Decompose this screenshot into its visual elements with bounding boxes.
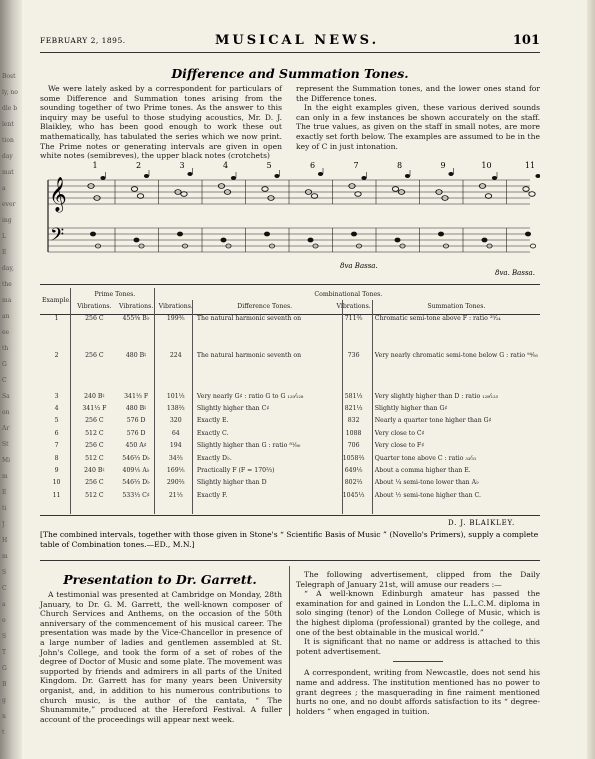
col-prime-tones: Prime Tones. [94, 290, 136, 298]
staff-bassa-1: 8va Bassa. [340, 262, 378, 270]
cell-sumv: 736 [347, 352, 360, 359]
gutter-fragment: th [2, 345, 9, 352]
article-title-tones: Difference and Summation Tones. [171, 66, 409, 81]
cell-v1: 240 B♮ [84, 467, 105, 475]
black-note [318, 172, 323, 176]
open-note [137, 194, 143, 199]
cell-v3: 34⅔ [168, 454, 183, 462]
gutter-fragment: ly, no [2, 89, 18, 96]
page-edge [587, 0, 595, 759]
short-rule [393, 661, 443, 662]
col-vibrations-3: Vibrations. [158, 303, 193, 311]
cell-v3: 194 [169, 442, 182, 450]
gutter-fragment: mat [2, 169, 14, 176]
example-numbers [92, 161, 535, 170]
black-note [492, 176, 497, 180]
open-note [131, 187, 137, 192]
table-divider [372, 300, 373, 514]
table-row [40, 427, 540, 439]
table-row [40, 390, 540, 402]
cell-ex: 11 [52, 491, 61, 499]
col-combinational: Combinational Tones. [314, 290, 383, 298]
cell-diff: Exactly D♭. [196, 454, 232, 462]
cell-v1: 512 C [85, 454, 104, 462]
cell-sumv: 706 [347, 442, 360, 450]
intro-paragraph: We were lately asked by a correspondent for particulars of some Difference and Summation tones arising from the sounding together of two Prime tones. As the answer to this inquiry may be useful to those studying acoustics, Mr. D. J. Blaikley, who has been good enough to work these out mathematically, has tabulated the series which we now print. The Prime notes or generating intervals are given in open white notes (semibreves), the upper black notes (crotchets) [40, 84, 282, 161]
cell-v1: 256 C [85, 442, 104, 450]
gutter-fragment: G [2, 361, 7, 368]
staff-bassa-2: 8va. Bassa. [495, 269, 535, 277]
cell-v3: 224 [169, 352, 182, 359]
col-vibrations-2: Vibrations. [119, 303, 154, 311]
gutter-fragment: g [2, 697, 6, 704]
cell-v2: 546⅔ D♭ [122, 479, 150, 487]
gutter-fragment: dle b [2, 105, 18, 112]
bass-note [438, 232, 443, 236]
gutter-fragment: n [2, 713, 6, 720]
table-row [40, 440, 540, 452]
cell-ex: 6 [54, 429, 59, 437]
open-note [485, 194, 491, 199]
gutter-fragment: E [2, 489, 7, 496]
example-number: 9 [440, 161, 446, 170]
col-example: Example. [42, 297, 72, 305]
cell-sumv: 581⅓ [344, 392, 363, 400]
open-note [392, 187, 398, 192]
cell-diff: Practically F (F = 170⅔) [196, 467, 275, 475]
bass-note [90, 232, 95, 236]
bass-note [264, 232, 269, 236]
gutter-fragment: H [2, 537, 8, 544]
example-number: 2 [135, 161, 142, 170]
gutter-fragment: ing [2, 217, 12, 224]
gutter-fragment: Mi [2, 457, 11, 464]
cell-v1: 256 C [85, 314, 104, 322]
open-note [523, 187, 529, 192]
cell-sumv: 1058⅔ [342, 454, 365, 462]
cell-sumv: 802⅔ [344, 479, 363, 487]
gutter-fragment: an [2, 313, 10, 320]
table-row [40, 402, 540, 414]
cell-v3: 199⅗ [166, 314, 185, 322]
gutter-fragment: S [2, 569, 7, 576]
cell-v1: 256 C [85, 417, 104, 425]
cell-ex: 5 [54, 417, 59, 425]
bass-note [395, 238, 400, 242]
cell-ex: 10 [52, 479, 61, 487]
example-number: 5 [266, 161, 272, 170]
cell-v1: 256 C [85, 352, 104, 359]
gutter-fragment: lent [2, 121, 14, 128]
gutter-fragment: T [2, 649, 7, 656]
advert-paragraph-2: “ A well-known Edinburgh amateur has passed the examination for and gained in London the L.L.C.M. diploma in solo singing (tenor) of the London College of Music, which is the highest diploma (professional) granted by the college, and one of the best obtainable in the musical world.” [296, 589, 540, 637]
example-number: 7 [353, 161, 359, 170]
table-row [40, 464, 540, 476]
gutter-fragment: G [2, 665, 7, 672]
open-note [181, 192, 187, 197]
cell-sumv: 821⅓ [344, 405, 363, 413]
gutter-fragment: S [2, 633, 7, 640]
gutter-fragment: ever [2, 201, 16, 208]
gutter-fragment: C [2, 377, 7, 384]
gutter-fragment: t [2, 729, 5, 736]
cell-diff: The natural harmonic seventh on [196, 352, 302, 359]
gutter-fragment: ma [2, 297, 12, 304]
col-vibrations-1: Vibrations. [77, 303, 112, 311]
cell-ex: 4 [54, 405, 59, 413]
cell-sum: Very nearly chromatic semi-tone below G : ratio ⁹⁴⁄₉₅ [374, 352, 538, 359]
example-number: 6 [309, 161, 316, 170]
cell-sum: About ¼ semi-tone lower than A♭ [374, 479, 480, 487]
cell-v3: 101⅓ [166, 392, 185, 400]
gutter-fragment: m [2, 473, 8, 480]
example-number: 11 [524, 161, 536, 170]
table-row [40, 314, 540, 352]
gutter-fragment: a [2, 601, 6, 608]
cell-ex: 1 [54, 314, 59, 322]
intro-right-column [296, 84, 540, 151]
gutter-fragment: St [2, 441, 9, 448]
binding-gutter [0, 0, 22, 759]
example-number: 3 [179, 161, 185, 170]
open-note [311, 194, 317, 199]
gutter-fragment: on [2, 409, 10, 416]
black-note [405, 174, 410, 178]
black-note [187, 172, 192, 176]
gutter-fragment: E [2, 249, 7, 256]
cell-ex: 9 [54, 467, 59, 475]
garrett-column [40, 590, 282, 724]
col-difference: Difference Tones. [237, 303, 293, 311]
bass-note [177, 232, 182, 236]
col-summation: Summation Tones. [427, 303, 486, 311]
cell-sum: About a comma higher than E. [374, 467, 471, 475]
cell-diff: Slightly higher than G : ratio ⁸¹⁄₈₀ [196, 442, 301, 450]
table-divider [192, 300, 193, 514]
black-note [535, 174, 540, 178]
bass-note [530, 244, 535, 248]
table-row [40, 477, 540, 489]
open-note [355, 192, 361, 197]
gutter-fragment: o [2, 617, 6, 624]
cell-v3: 21⅓ [168, 491, 183, 499]
open-note [262, 187, 268, 192]
cell-v3: 290⅔ [166, 479, 185, 487]
cell-sum: Very close to C♯ [374, 429, 425, 437]
gutter-fragment: B [2, 681, 7, 688]
cell-v2: 576 D [126, 417, 146, 425]
cell-sum: About ½ semi-tone higher than C. [374, 491, 482, 499]
cell-diff: Slightly higher than C♯ [196, 405, 270, 413]
gutter-fragment: day, [2, 265, 14, 272]
black-note [231, 176, 236, 180]
masthead: MUSICAL NEWS. [215, 33, 380, 48]
gutter-fragment: Bost [2, 73, 16, 80]
cell-ex: 7 [54, 442, 59, 450]
cell-sumv: 1045⅓ [342, 491, 365, 499]
music-staff-figure [40, 158, 540, 278]
cell-v1: 256 C [85, 479, 104, 487]
table-row [40, 352, 540, 390]
example-number: 8 [396, 161, 403, 170]
cell-v1: 512 C [85, 491, 104, 499]
gutter-fragment: Sa [2, 393, 10, 400]
cell-sum: Nearly a quarter tone higher than G♯ [374, 417, 492, 425]
section-rule [40, 560, 540, 561]
cell-sum: Very close to F♯ [374, 442, 425, 450]
cell-v2: 409⅕ A♭ [122, 467, 150, 475]
gutter-fragment: a [2, 185, 6, 192]
cell-v3: 320 [169, 417, 182, 425]
cell-sumv: 832 [347, 417, 360, 425]
cell-ex: 3 [54, 392, 59, 400]
cell-v3: 64 [171, 429, 180, 437]
example-number: 4 [222, 161, 229, 170]
cell-diff: Exactly C. [196, 429, 229, 437]
table-top-rule [40, 284, 540, 285]
table-row [40, 452, 540, 464]
cell-sum: Chromatic semi-tone above F : ratio ²⁵⁄₂₄ [374, 314, 501, 322]
advert-paragraph-1: The following advertisement, clipped from the Daily Telegraph of January 21st, will amuse our readers :— [296, 570, 540, 589]
black-note [448, 172, 453, 176]
gutter-fragment: ee [2, 329, 10, 336]
gutter-fragment: C [2, 585, 7, 592]
advert-paragraph-3: It is significant that no name or address is attached to this potent advertisement. [296, 637, 540, 656]
cell-v2: 341⅓ F [124, 392, 149, 400]
cell-diff: Slightly higher than D [196, 479, 267, 487]
article-title-garrett: Presentation to Dr. Garrett. [63, 572, 257, 587]
cell-v2: 533⅓ C♯ [122, 491, 150, 499]
black-note [100, 176, 105, 180]
signature: D. J. BLAIKLEY. [448, 519, 516, 527]
cell-diff: Exactly F. [196, 491, 228, 499]
staff-notes [88, 168, 540, 252]
table-divider [70, 288, 71, 514]
gutter-fragment: day [2, 153, 13, 160]
cell-v1: 240 B♮ [84, 392, 105, 400]
black-note [144, 174, 149, 178]
cell-sumv: 1088 [345, 429, 362, 437]
cell-v3: 138⅔ [166, 405, 185, 413]
bass-note [134, 238, 139, 242]
header-rule [40, 52, 540, 53]
gutter-fragment: ti [2, 505, 7, 512]
cell-v2: 480 B♮ [125, 405, 147, 413]
bass-note [351, 232, 356, 236]
table-row [40, 489, 540, 501]
bass-note [525, 232, 530, 236]
black-note [361, 176, 366, 180]
cell-diff: Very nearly G♯ : ratio G to G ₁₂₅⁄₁₂₈ [196, 392, 304, 400]
cell-ex: 2 [54, 352, 59, 359]
table-divider [154, 288, 155, 514]
bass-clef-icon: 𝄢 [50, 225, 65, 250]
cell-sum: Very slightly higher than D : ratio ₁₂₈⁄₁₂₅ [374, 392, 499, 400]
column-rule [289, 566, 290, 716]
cell-sum: Slightly higher than G♯ [374, 405, 448, 413]
page-number: 101 [512, 33, 540, 48]
garrett-paragraph: A testimonial was presented at Cambridge on Monday, 28th January, to Dr. G. M. Garrett, the well-known composer of Church Services and Anthems, on the occasion of the 50th anniversary of the commencement of his musical career. The presentation was made by the Vice-Chancellor in presence of a large number of ladies and gentlemen assembled at St. John's College, and took the form of a set of robes of the degree of Doctor of Music and some plate. The movement was supported by friends and admirers in all parts of the United Kingdom. Dr. Garrett has for many years been University organist, and, in addition to his numerous contributions to church music, is the author of the cantata, “ The Shunammite,” produced at the Hereford Festival. A fuller account of the proceedings will appear next week. [40, 590, 282, 724]
cell-v2: 546⅔ D♭ [122, 454, 150, 462]
gutter-fragment: the [2, 281, 12, 288]
example-number: 1 [92, 161, 98, 170]
cell-v2: 455⅜ B♭ [122, 314, 150, 322]
gutter-fragment: m [2, 553, 8, 560]
intro-paragraph-2: In the eight examples given, these various derived sounds can only in a few instances be shown accurately on the staff. The true values, as given on the staff in small notes, are more exactly set forth below. The examples are assumed to be in the key of C in just intonation. [296, 103, 540, 151]
cell-diff: The natural harmonic seventh on [196, 314, 302, 322]
bass-note [308, 238, 313, 242]
open-note [529, 192, 535, 197]
gutter-fragment: L [2, 233, 6, 240]
table-bottom-rule [40, 515, 540, 516]
treble-clef-icon: 𝄞 [49, 177, 67, 212]
example-number: 10 [481, 161, 492, 170]
intro-left-column [40, 84, 282, 161]
cell-sumv: 649⅕ [344, 467, 363, 475]
editor-note: [The combined intervals, together with those given in Stone's “ Scientific Basis of Music ” (Novello's Primers), supply a complete table of Combination tones.—ED., M.N.] [40, 530, 539, 549]
cell-sumv: 711⅗ [344, 314, 363, 322]
cell-sum: Quarter tone above C : ratio ₃₂⁄₃₁ [374, 454, 477, 462]
cell-v2: 576 D [126, 429, 146, 437]
issue-date: FEBRUARY 2, 1895. [40, 36, 126, 45]
combination-tones-table [40, 288, 540, 502]
correspondent-paragraph: A correspondent, writing from Newcastle, does not send his name and address. The institution mentioned has no power to grant degrees ; the masquerading in fine raiment mentioned hurts no one, and no doubt affords satisfaction to its “ degree-holders ” when engaged in tuition. [296, 668, 540, 716]
table-row [40, 415, 540, 427]
bass-note [221, 238, 226, 242]
cell-v1: 512 C [85, 429, 104, 437]
cell-v2: 480 B♮ [125, 352, 147, 359]
cell-ex: 8 [54, 454, 59, 462]
cell-v1: 341⅓ F [82, 405, 107, 413]
intro-paragraph-cont: represent the Summation tones, and the lower ones stand for the Difference tones. [296, 84, 540, 103]
col-vibrations-4: Vibrations. [336, 303, 371, 311]
gutter-fragment: J [2, 521, 5, 528]
table-divider [342, 300, 343, 514]
cell-diff: Exactly E. [196, 417, 229, 425]
black-note [274, 174, 279, 178]
cell-v3: 169⅕ [166, 467, 185, 475]
gutter-fragment: Ar [2, 425, 10, 432]
cell-v2: 450 A♯ [125, 442, 147, 450]
gutter-fragment: tion [2, 137, 14, 144]
advert-column [296, 570, 540, 716]
running-header [40, 34, 540, 48]
bass-note [482, 238, 487, 242]
